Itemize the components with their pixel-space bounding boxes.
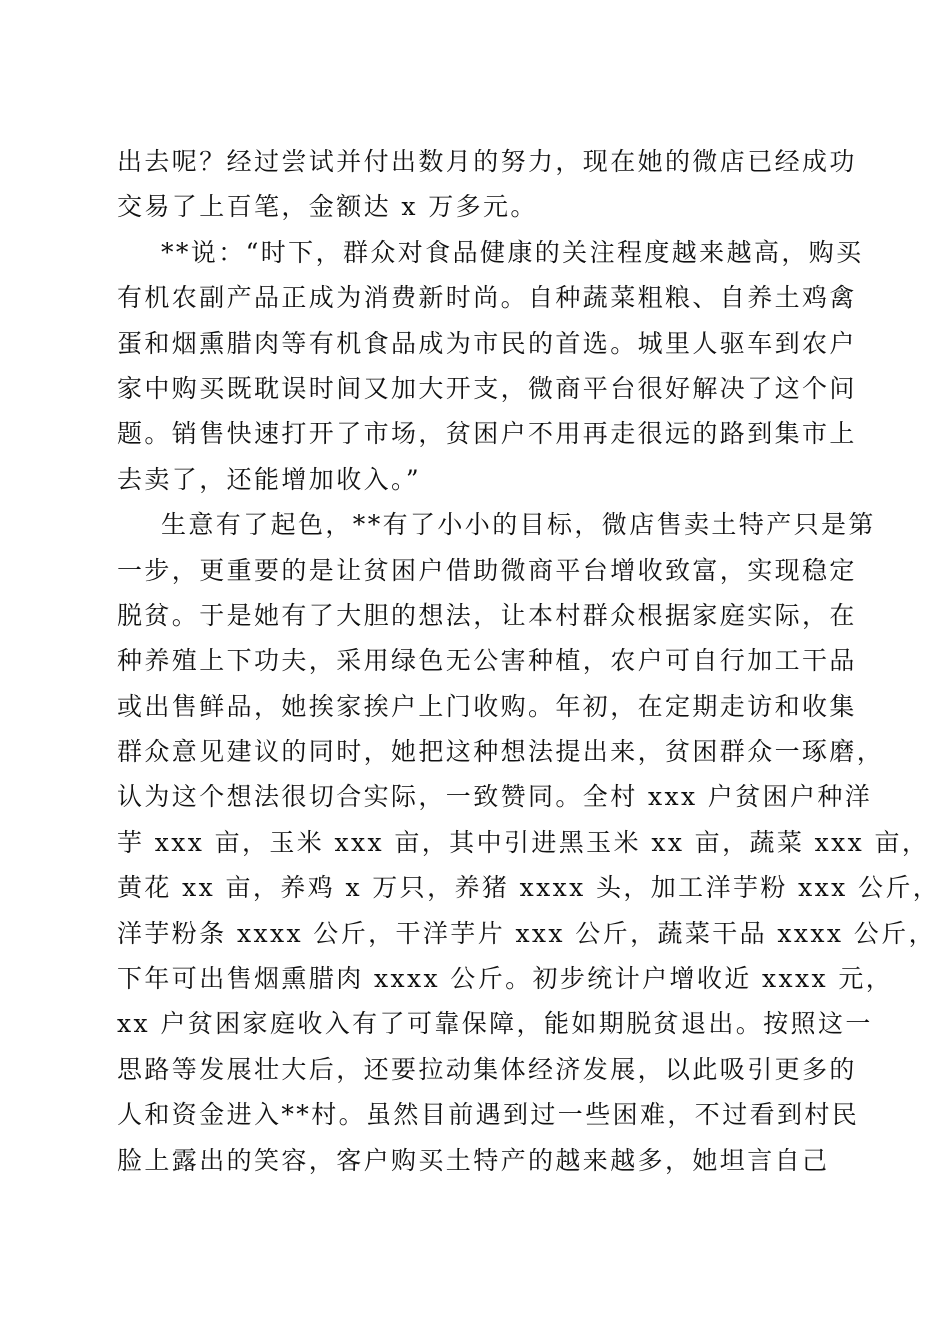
text-line: 或出售鲜品，她挨家挨户上门收购。年初，在定期走访和收集 xyxy=(117,691,857,721)
text-line: 脱贫。于是她有了大胆的想法，让本村群众根据家庭实际，在 xyxy=(117,600,857,630)
text-line: 群众意见建议的同时，她把这种想法提出来，贫困群众一琢磨， xyxy=(117,737,885,767)
text-line: 黄花 xx 亩，养鸡 x 万只，养猪 xxxx 头，加工洋芋粉 xxx 公斤， xyxy=(117,873,941,903)
text-line: 有机农副产品正成为消费新时尚。自种蔬菜粗粮、自养土鸡禽 xyxy=(117,283,857,313)
text-line: 芋 xxx 亩，玉米 xxx 亩，其中引进黑玉米 xx 亩，蔬菜 xxx 亩， xyxy=(117,827,930,857)
text-line: 认为这个想法很切合实际，一致赞同。全村 xxx 户贫困户种洋 xyxy=(117,782,873,812)
text-line: 交易了上百笔，金额达 x 万多元。 xyxy=(117,192,538,222)
text-line: 去卖了，还能增加收入。” xyxy=(117,464,422,494)
text-line: 人和资金进入**村。虽然目前遇到过一些困难，不过看到村民 xyxy=(117,1100,860,1130)
text-line: 脸上露出的笑容，客户购买土特产的越来越多，她坦言自己 xyxy=(117,1145,830,1175)
text-line: 蛋和烟熏腊肉等有机食品成为市民的首选。城里人驱车到农户 xyxy=(117,328,857,358)
document-body xyxy=(117,139,941,1183)
paragraph-start-line: **说：“时下，群众对食品健康的关注程度越来越高，购买 xyxy=(161,237,864,267)
text-line: 出去呢？经过尝试并付出数月的努力，现在她的微店已经成功 xyxy=(117,147,857,176)
text-line: 种养殖上下功夫，采用绿色无公害种植，农户可自行加工干品 xyxy=(117,646,857,676)
text-line: 下年可出售烟熏腊肉 xxxx 公斤。初步统计户增收近 xxxx 元， xyxy=(117,964,894,994)
text-line: 思路等发展壮大后，还要拉动集体经济发展，以此吸引更多的 xyxy=(117,1054,857,1084)
text-line: 一步，更重要的是让贫困户借助微商平台增收致富，实现稳定 xyxy=(117,555,857,585)
text-line: 家中购买既耽误时间又加大开支，微商平台很好解决了这个问 xyxy=(117,373,857,403)
paragraph-start-line: 生意有了起色，**有了小小的目标，微店售卖土特产只是第 xyxy=(161,510,876,540)
text-line: xx 户贫困家庭收入有了可靠保障，能如期脱贫退出。按照这一 xyxy=(117,1009,873,1039)
text-line: 洋芋粉条 xxxx 公斤，干洋芋片 xxx 公斤，蔬菜干品 xxxx 公斤， xyxy=(117,918,936,948)
text-line: 题。销售快速打开了市场，贫困户不用再走很远的路到集市上 xyxy=(117,419,857,449)
